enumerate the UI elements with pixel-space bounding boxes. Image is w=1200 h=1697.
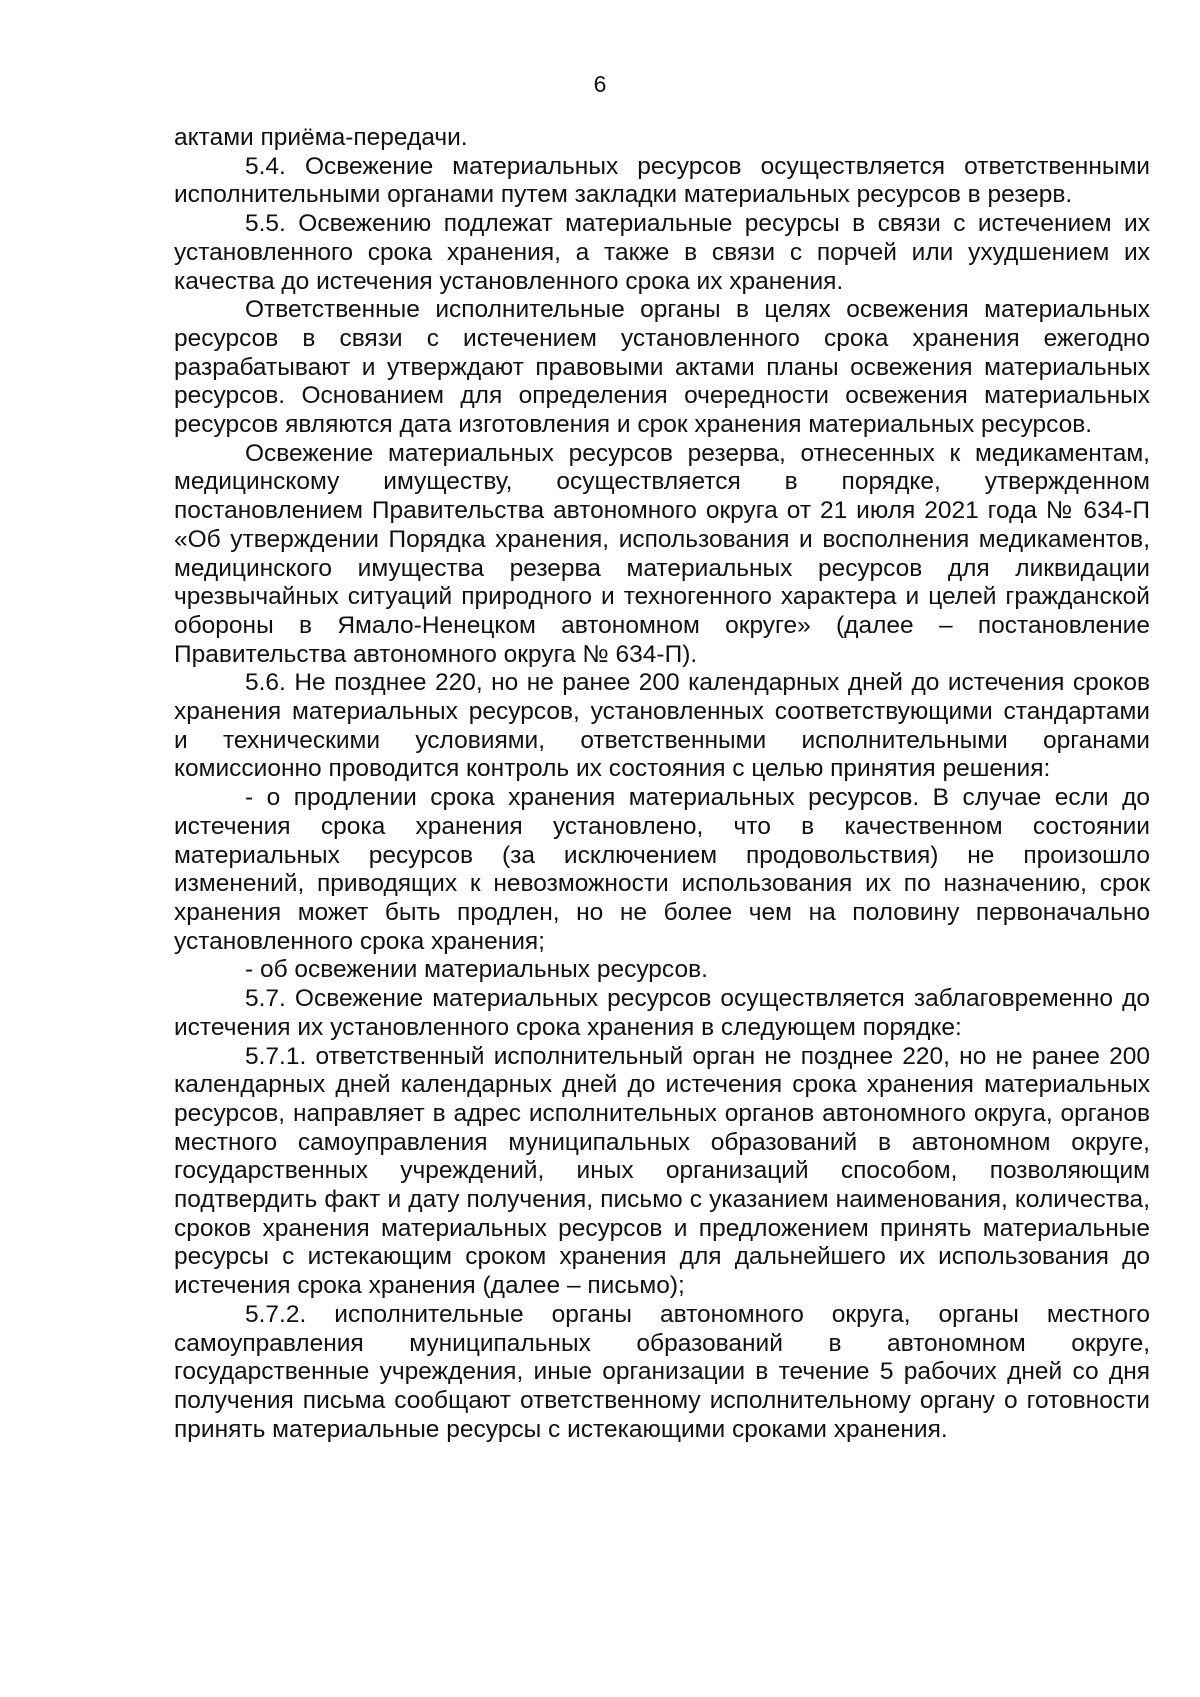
paragraph-5-4: 5.4. Освежение материальных ресурсов осуществляется ответственными исполнительными органами путем закладки материальных ресурсов в резерв. <box>174 152 1150 209</box>
paragraph-5-7-2: 5.7.2. исполнительные органы автономного округа, органы местного самоуправления муниципальных образований в автономном округе, государственные учреждения, иные организации в течение 5 рабочих дней со дня получения письма сообщают ответственному исполнительному органу о готовности принять материальные ресурсы с истекающими сроками хранения. <box>174 1300 1150 1443</box>
list-item-extension: - о продлении срока хранения материальных ресурсов. В случае если до истечения срока хранения установлено, что в качественном состоянии материальных ресурсов (за исключением продовольствия) не произошло изменений, приводящих к невозможности использования их по назначению, срок хранения может быть продлен, но не более чем на половину первоначально установленного срока хранения; <box>174 784 1150 955</box>
paragraph-acts-continuation: актами приёма-передачи. <box>174 124 468 151</box>
paragraph-medical-refresh: Освежение материальных ресурсов резерва, отнесенных к медикаментам, медицинскому имуществу, осуществляется в порядке, утвержденном постановлением Правительства автономного округа от 21 июля 2021 года № 634-П «Об утверждении Порядка хранения, использования и восполнения медикаментов, медицинского имущества резерва материальных ресурсов для ликвидации чрезвычайных ситуаций природного и техногенного характера и целей гражданской обороны в Ямало-Ненецком автономном округе» (далее – постановление Правительства автономного округа № 634-П). <box>174 439 1150 668</box>
page-number: 6 <box>593 71 607 97</box>
paragraph-5-7: 5.7. Освежение материальных ресурсов осуществляется заблаговременно до истечения их установленного срока хранения в следующем порядке: <box>174 985 1150 1041</box>
paragraph-5-6: 5.6. Не позднее 220, но не ранее 200 календарных дней до истечения сроков хранения материальных ресурсов, установленных соответствующими стандартами и техническими условиями, ответственными исполнительными органами комиссионно проводится контроль их состояния с целью принятия решения: <box>174 669 1150 783</box>
paragraph-5-5: 5.5. Освежению подлежат материальные ресурсы в связи с истечением их установленного срока хранения, а также в связи с порчей или ухудшением их качества до истечения установленного срока их хранения. <box>174 210 1150 295</box>
document-body <box>174 124 1150 1444</box>
paragraph-refresh-plans: Ответственные исполнительные органы в целях освежения материальных ресурсов в связи с истечением установленного срока хранения ежегодно разрабатывают и утверждают правовыми актами планы освежения материальных ресурсов. Основанием для определения очередности освежения материальных ресурсов являются дата изготовления и срок хранения материальных ресурсов. <box>174 296 1150 439</box>
paragraph-5-7-1: 5.7.1. ответственный исполнительный орган не позднее 220, но не ранее 200 календарных дней календарных дней до истечения срока хранения материальных ресурсов, направляет в адрес исполнительных органов автономного округа, органов местного самоуправления муниципальных образований в автономном округе, государственных учреждений, иных организаций способом, позволяющим подтвердить факт и дату получения, письмо с указанием наименования, количества, сроков хранения материальных ресурсов и предложением принять материальные ресурсы с истекающим сроком хранения для дальнейшего их использования до истечения срока хранения (далее – письмо); <box>174 1042 1150 1300</box>
list-item-refresh: - об освежении материальных ресурсов. <box>245 956 708 984</box>
